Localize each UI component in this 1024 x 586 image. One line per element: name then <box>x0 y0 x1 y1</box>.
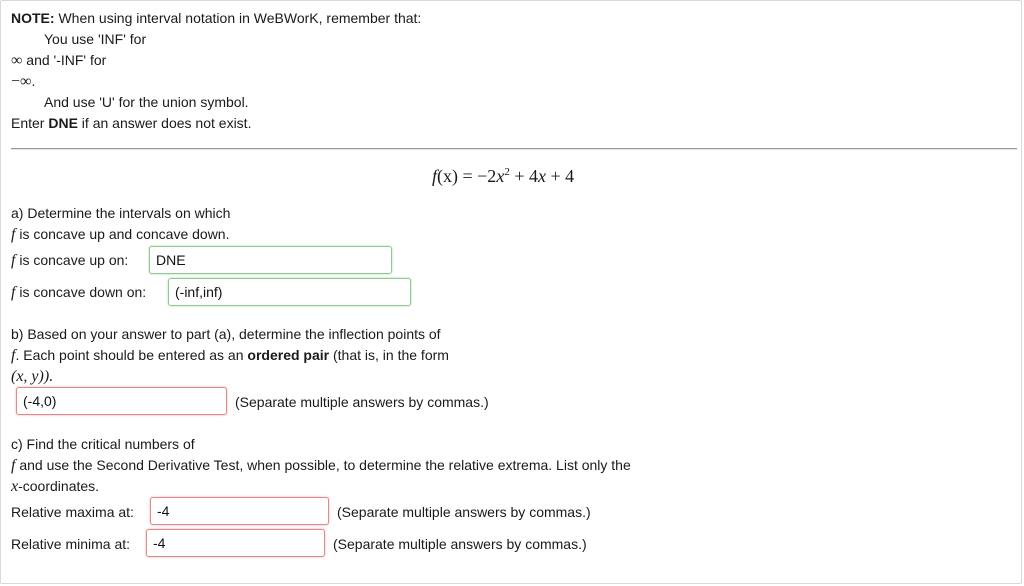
concave-down-input[interactable]: (-inf,inf) <box>168 278 411 306</box>
part-b-line-3 <box>11 367 53 386</box>
part-b-line-2 <box>11 346 449 365</box>
inflection-hint: (Separate multiple answers by commas.) <box>235 394 489 410</box>
inflection-points-input[interactable]: (-4,0) <box>16 387 227 415</box>
part-c-line-2 <box>11 456 631 475</box>
formula-x2: x <box>537 166 546 186</box>
part-c-line-2-text: and use the Second Derivative Test, when possible, to determine the relative extrema. List only the <box>15 457 631 473</box>
part-b-ordered-pair: ordered pair <box>247 347 330 363</box>
infinity-symbol: ∞ <box>11 52 23 69</box>
part-b-form: (x, y)). <box>11 368 54 385</box>
relative-maxima-input[interactable]: -4 <box>150 497 329 525</box>
note-line-3 <box>11 51 106 70</box>
dne-prefix: Enter <box>11 115 49 131</box>
formula-mid: + 4 <box>509 166 538 186</box>
part-c-x: x <box>11 478 19 495</box>
dne-bold: DNE <box>48 115 78 131</box>
part-a-line-2-text: is concave up and concave down. <box>15 226 230 242</box>
relative-minima-hint: (Separate multiple answers by commas.) <box>333 536 587 552</box>
part-c-f: f <box>11 457 16 474</box>
dne-suffix: if an answer does not exist. <box>77 115 252 131</box>
neg-infinity-symbol: −∞ <box>11 73 32 90</box>
relative-minima-input[interactable]: -4 <box>146 529 325 557</box>
part-b-line-2a: . Each point should be entered as an <box>15 347 248 363</box>
part-c-line-3 <box>11 477 99 496</box>
concave-down-label <box>11 283 146 302</box>
relative-maxima-hint: (Separate multiple answers by commas.) <box>337 504 591 520</box>
formula-x1: x <box>496 166 505 186</box>
part-c-line-1: c) Find the critical numbers of <box>11 436 195 452</box>
part-b-line-2c: (that is, in the form <box>329 347 449 363</box>
formula-tail: + 4 <box>545 166 575 186</box>
note-label: NOTE: <box>11 10 55 26</box>
note-line-2: You use 'INF' for <box>44 31 147 47</box>
part-c-line-3-text: -coordinates. <box>18 478 100 494</box>
function-formula <box>432 166 574 187</box>
part-a-line-2 <box>11 225 229 244</box>
concave-down-label-text: is concave down on: <box>15 284 147 300</box>
part-b-f: f <box>11 347 16 364</box>
divider <box>11 148 1017 150</box>
formula-exponent: 2 <box>504 166 510 178</box>
note-line-5: And use 'U' for the union symbol. <box>44 94 249 110</box>
concave-up-label <box>11 251 128 270</box>
concave-up-f: f <box>11 252 16 269</box>
formula-f: f <box>432 166 438 186</box>
part-a-f: f <box>11 226 16 243</box>
concave-up-label-text: is concave up on: <box>15 252 129 268</box>
formula-lhs: (x) = −2 <box>437 166 497 186</box>
concave-down-f: f <box>11 284 16 301</box>
relative-maxima-label: Relative maxima at: <box>11 504 134 520</box>
part-b-line-1: b) Based on your answer to part (a), determine the inflection points of <box>11 326 441 342</box>
concave-up-input[interactable]: DNE <box>149 246 392 274</box>
note-line-6 <box>11 114 251 132</box>
note-line-1 <box>11 9 421 27</box>
relative-minima-label: Relative minima at: <box>11 536 131 552</box>
note-period: . <box>31 73 36 89</box>
part-a-line-1: a) Determine the intervals on which <box>11 205 231 221</box>
note-line-4 <box>11 72 35 91</box>
note-text: When using interval notation in WeBWorK, remember that: <box>54 10 422 26</box>
note-line-3-text: and '-INF' for <box>22 52 107 68</box>
